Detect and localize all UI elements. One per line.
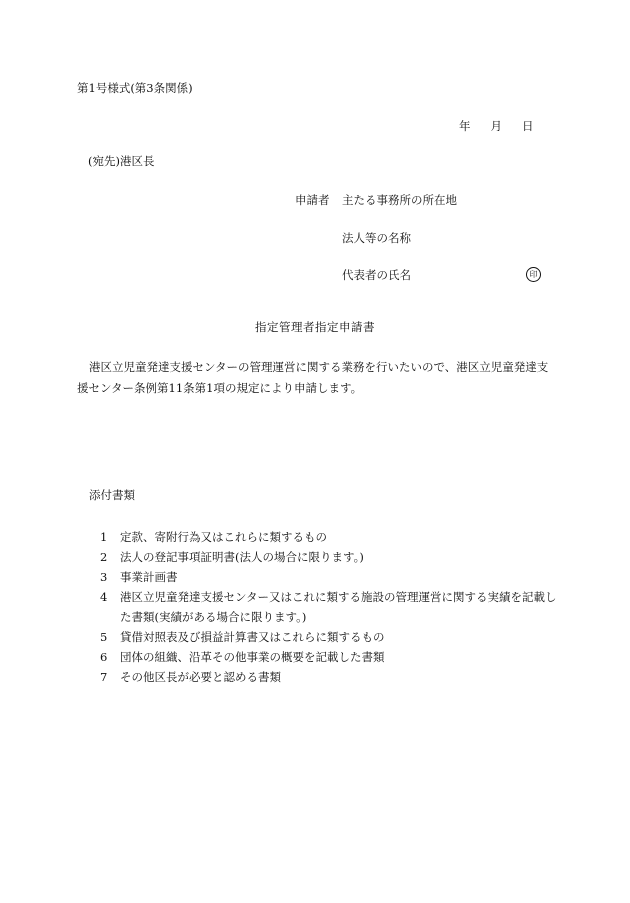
list-item-number: 3 bbox=[100, 570, 108, 584]
list-item bbox=[100, 627, 560, 647]
list-item-text: その他区長が必要と認める書類 bbox=[120, 670, 281, 684]
list-item-text: 法人の登記事項証明書(法人の場合に限ります。) bbox=[120, 550, 364, 564]
list-item-text: 事業計画書 bbox=[120, 570, 178, 584]
list-item bbox=[100, 527, 560, 547]
seal-mark: 印 bbox=[526, 267, 541, 282]
list-item bbox=[100, 567, 560, 587]
list-item bbox=[100, 547, 560, 567]
attachments-list bbox=[100, 527, 560, 687]
list-item bbox=[100, 587, 560, 627]
applicant-label: 申請者 bbox=[295, 193, 330, 207]
list-item-text: 定款、寄附行為又はこれらに類するもの bbox=[120, 530, 327, 544]
applicant-representative-label: 代表者の氏名 bbox=[342, 268, 411, 282]
document-title: 指定管理者指定申請書 bbox=[255, 320, 375, 334]
form-number: 第1号様式(第3条関係) bbox=[77, 81, 193, 95]
date-day-label: 日 bbox=[522, 119, 534, 133]
body-paragraph: 港区立児童発達支援センターの管理運営に関する業務を行いたいので、港区立児童発達支援センター条例第11条第1項の規定により申請します。 bbox=[77, 360, 549, 395]
date-line bbox=[459, 121, 534, 133]
addressee: (宛先)港区長 bbox=[88, 154, 155, 168]
list-item-number: 2 bbox=[100, 550, 108, 564]
list-item-number: 5 bbox=[100, 630, 108, 644]
list-item-text: 港区立児童発達支援センター又はこれに類する施設の管理運営に関する実績を記載した書類(実績がある場合に限ります。) bbox=[120, 590, 557, 624]
list-item bbox=[100, 647, 560, 667]
date-month-label: 月 bbox=[490, 119, 502, 133]
list-item bbox=[100, 667, 560, 687]
list-item-number: 6 bbox=[100, 650, 108, 664]
list-item-text: 貸借対照表及び損益計算書又はこれらに類するもの bbox=[120, 630, 385, 644]
applicant-name-label: 法人等の名称 bbox=[342, 231, 411, 245]
attachments-heading: 添付書類 bbox=[89, 488, 135, 502]
list-item-number: 1 bbox=[100, 530, 108, 544]
applicant-address-label: 主たる事務所の所在地 bbox=[342, 193, 457, 207]
list-item-number: 7 bbox=[100, 670, 108, 684]
list-item-text: 団体の組織、沿革その他事業の概要を記載した書類 bbox=[120, 650, 385, 664]
date-year-label: 年 bbox=[459, 119, 471, 133]
list-item-number: 4 bbox=[100, 590, 108, 604]
